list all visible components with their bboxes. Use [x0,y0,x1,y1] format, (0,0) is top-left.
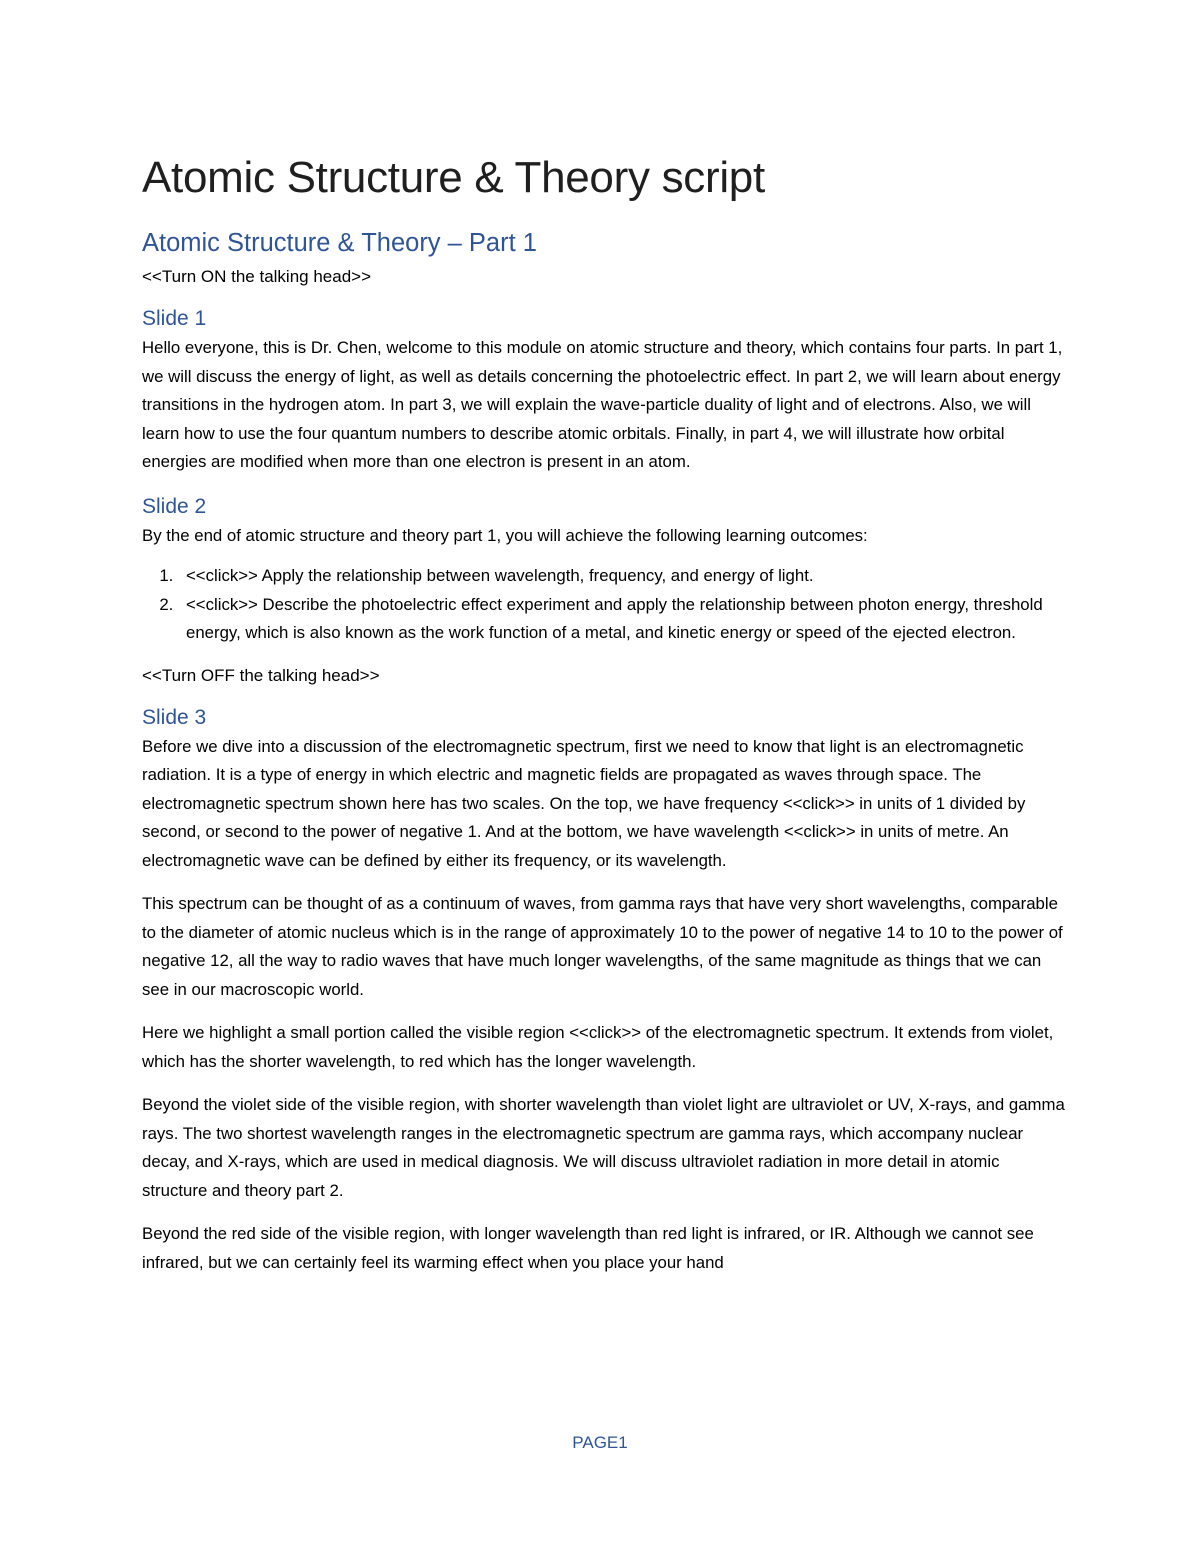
slide-3-heading: Slide 3 [142,705,207,729]
talking-head-on-cue: <<Turn ON the talking head>> [142,267,372,286]
learning-outcome-1: 1. <<click>> Apply the relationship between wavelength, frequency, and energy of light. [178,562,1067,591]
slide-1-heading: Slide 1 [142,307,207,330]
slide-2-intro: By the end of atomic structure and theory part 1, you will achieve the following learning outcomes: [142,525,868,545]
slide-3-paragraph: This spectrum can be thought of as a continuum of waves, from gamma rays that have very short wavelengths, comparable to the diameter of atomic nucleus which is in the range of approximately 10 to the power of negative 14 to 10 to the power of negative 12, all the way to radio waves that have much longer wavelengths, of the same magnitude as things that we can see in our macroscopic world. [142,894,1063,999]
learning-outcome-2: 2. <<click>> Describe the photoelectric effect experiment and apply the relationship between photon energy, threshold energy, which is also known as the work function of a metal, and kinetic energy or speed of the ejected electron. [178,591,1067,648]
slide-1-paragraph: Hello everyone, this is Dr. Chen, welcome to this module on atomic structure and theory, which contains four parts. In part 1, we will discuss the energy of light, as well as details concerning the photoelectric effect. In part 2, we will learn about energy transitions in the hydrogen atom. In part 3, we will explain the wave-particle duality of light and of electrons. Also, we will learn how to use the four quantum numbers to describe atomic orbitals. Finally, in part 4, we will illustrate how orbital energies are modified when more than one electron is present in an atom. [142,338,1063,471]
slide-2-heading: Slide 2 [142,494,207,518]
document-title: Atomic Structure & Theory script [142,153,765,202]
slide-3-paragraph: Here we highlight a small portion called the visible region <<click>> of the electromagnetic spectrum. It extends from violet, which has the shorter wavelength, to red which has the longer wavelength. [142,1023,1054,1071]
slide-3-paragraph: Before we dive into a discussion of the electromagnetic spectrum, first we need to know that light is an electromagnetic radiation. It is a type of energy in which electric and magnetic fields are propagated as waves through space. The electromagnetic spectrum shown here has two scales. On the top, we have frequency <<click>> in units of 1 divided by second, or second to the power of negative 1. And at the bottom, we have wavelength <<click>> in units of metre. An electromagnetic wave can be defined by either its frequency, or its wavelength. [142,736,1026,870]
slide-3-paragraph: Beyond the red side of the visible region, with longer wavelength than red light is infrared, or IR. Although we cannot see infrared, but we can certainly feel its warming effect when you place your hand [142,1224,1034,1272]
slide-3-paragraph: Beyond the violet side of the visible region, with shorter wavelength than violet light are ultraviolet or UV, X-rays, and gamma rays. The two shortest wavelength ranges in the electromagnetic spectrum are gamma rays, which accompany nuclear decay, and X-rays, which are used in medical diagnosis. We will discuss ultraviolet radiation in more detail in atomic structure and theory part 2. [142,1095,1065,1200]
learning-outcomes-list [142,562,1067,648]
part-heading: Atomic Structure & Theory – Part 1 [142,229,537,257]
page-number-footer: PAGE1 [572,1433,628,1452]
talking-head-off-cue: <<Turn OFF the talking head>> [142,665,380,685]
document-body [142,150,1067,1292]
